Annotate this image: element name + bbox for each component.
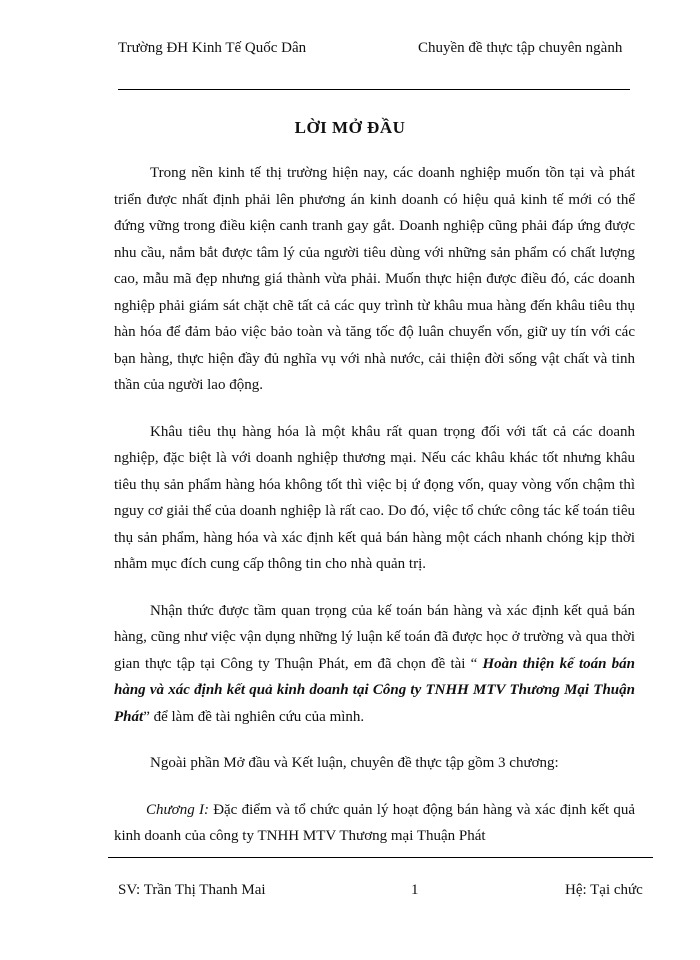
- body-text: [114, 160, 635, 870]
- page-title: LỜI MỞ ĐẦU: [294, 118, 406, 137]
- paragraph-1: Trong nền kinh tế thị trường hiện nay, các doanh nghiệp muốn tồn tại và phát triển được nhất định phải lên phương án kinh doanh có hiệu quả kinh tế mới có thể đứng vững trong điều kiện canh tranh gay gắt. Doanh nghiệp cũng phải đáp ứng được nhu cầu, nắm bắt được tâm lý của người tiêu dùng với những sản phẩm có chất lượng cao, mẫu mã đẹp nhưng giá thành vừa phải. Muốn thực hiện được điều đó, các doanh nghiệp phải giám sát chặt chẽ tất cả các quy trình từ khâu mua hàng đến khâu tiêu thụ hàn hóa để đảm bảo việc bảo toàn và tăng tốc độ luân chuyển vốn, giữ uy tín với các bạn hàng, thực hiện đầy đủ nghĩa vụ với nhà nước, cải thiện đời sống vật chất và tinh thần của người lao động.: [114, 165, 635, 393]
- header-divider: [118, 89, 630, 90]
- header-school-name: Trường ĐH Kinh Tế Quốc Dân: [118, 40, 307, 56]
- chapter-label: Chương I:: [146, 801, 209, 818]
- header-document-type: Chuyền đề thực tập chuyên ngành: [418, 40, 623, 56]
- thesis-topic: Hoàn thiện kế toán bán hàng và xác định kết quả kinh doanh tại Công ty TNHH MTV Thương Mại Thuận Phát: [114, 655, 635, 725]
- paragraph-3-end: ” để làm đề tài nghiên cứu của mình.: [143, 708, 365, 725]
- page-number: 1: [411, 882, 419, 898]
- footer-program: Hệ: Tại chức: [565, 882, 643, 898]
- paragraph-4: Ngoài phần Mở đầu và Kết luận, chuyên đề thực tập gồm 3 chương:: [150, 755, 559, 771]
- chapter-description: Đặc điểm và tổ chức quản lý hoạt động bán hàng và xác định kết quả kinh doanh của công ty TNHH MTV Thương mại Thuận Phát: [114, 801, 635, 844]
- footer-student-name: SV: Trần Thị Thanh Mai: [118, 882, 266, 898]
- paragraph-5: [114, 797, 635, 850]
- paragraph-3-intro: Nhận thức được tầm quan trọng của kế toán bán hàng và xác định kết quả bán hàng, cũng như việc vận dụng những lý luận kế toán đã được học ở trường và qua thời gian thực tập tại Công ty Thuận Phát, em đã chọn đề tài “: [114, 602, 635, 672]
- paragraph-2: Khâu tiêu thụ hàng hóa là một khâu rất quan trọng đối với tất cả các doanh nghiệp, đặc biệt là với doanh nghiệp thương mại. Nếu các khâu khác tốt nhưng khâu tiêu thụ sản phẩm hàng hóa không tốt thì việc bị ứ đọng vốn, quay vòng vốn chậm thì nguy cơ giải thể của doanh nghiệp là rất cao. Do đó, việc tổ chức công tác kế toán tiêu thụ sản phẩm, hàng hóa và xác định kết quả bán hàng một cách nhanh chóng kịp thời nhằm mục đích cung cấp thông tin cho nhà quản trị.: [114, 423, 635, 572]
- footer-divider: [108, 857, 653, 858]
- paragraph-3: [114, 598, 635, 731]
